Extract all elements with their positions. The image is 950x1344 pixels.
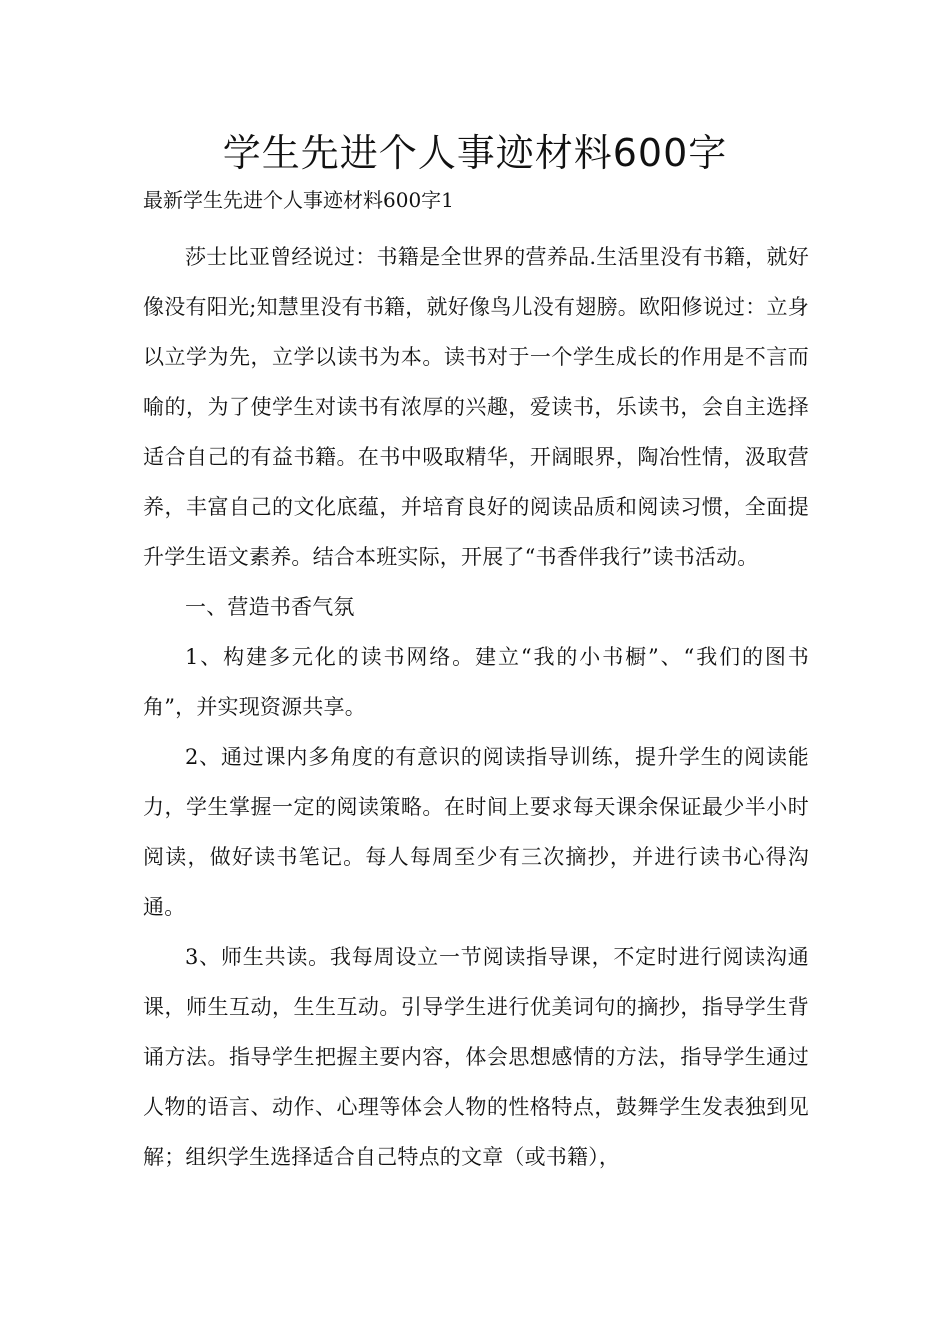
section-heading: 一、营造书香气氛 (185, 595, 355, 619)
document-body (143, 232, 809, 1182)
document-title: 学生先进个人事迹材料600字 (222, 131, 728, 175)
paragraph-item-3: 3、师生共读。我每周设立一节阅读指导课，不定时进行阅读沟通课，师生互动，生生互动。引导学生进行优美词句的摘抄，指导学生背诵方法。指导学生把握主要内容，体会思想感情的方法，指导学生通过人物的语言、动作、心理等体会人物的性格特点，鼓舞学生发表独到见解；组织学生选择适合自己特点的文章（或书籍）， (143, 945, 809, 1169)
paragraph-item-2: 2、通过课内多角度的有意识的阅读指导训练，提升学生的阅读能力，学生掌握一定的阅读策略。在时间上要求每天课余保证最少半小时阅读，做好读书笔记。每人每周至少有三次摘抄，并进行读书心得沟通。 (143, 745, 809, 919)
paragraph-item-1: 1、构建多元化的读书网络。建立“我的小书橱”、“我们的图书角”，并实现资源共享。 (143, 645, 809, 719)
paragraph-intro: 莎士比亚曾经说过：书籍是全世界的营养品.生活里没有书籍，就好像没有阳光;知慧里没有书籍，就好像鸟儿没有翅膀。欧阳修说过：立身以立学为先，立学以读书为本。读书对于一个学生成长的作用是不言而喻的，为了使学生对读书有浓厚的兴趣，爱读书，乐读书，会自主选择适合自己的有益书籍。在书中吸取精华，开阔眼界，陶冶性情，汲取营养，丰富自己的文化底蕴，并培育良好的阅读品质和阅读习惯，全面提升学生语文素养。结合本班实际，开展了“书香伴我行”读书活动。 (143, 245, 809, 569)
document-subtitle: 最新学生先进个人事迹材料600字1 (143, 188, 454, 212)
